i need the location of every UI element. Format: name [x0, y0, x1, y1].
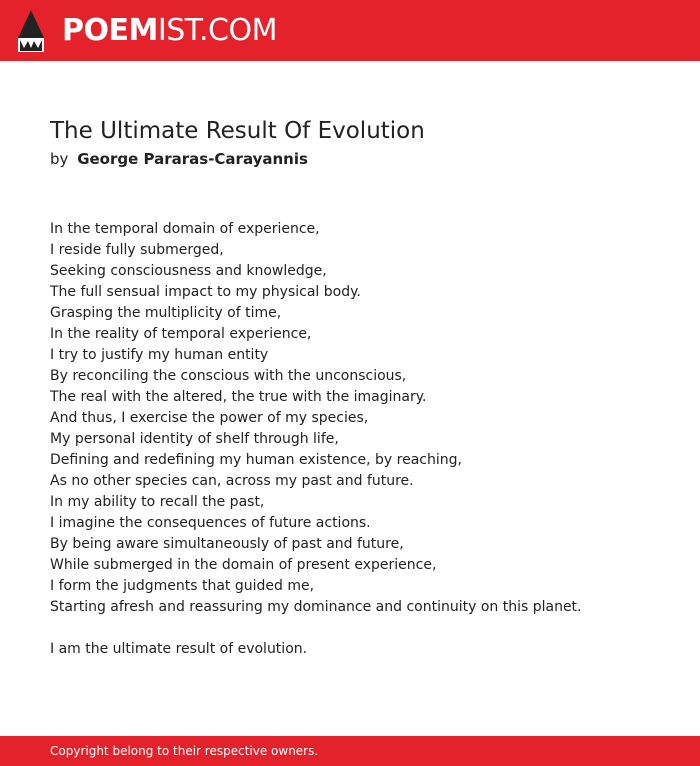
poem-title: The Ultimate Result Of Evolution [50, 118, 425, 144]
by-label: by [50, 150, 69, 168]
poem-closing-line: I am the ultimate result of evolution. [50, 641, 308, 657]
site-header [0, 0, 700, 61]
poem-line: By being aware simultaneously of past and future, [50, 536, 404, 552]
poem-line: As no other species can, across my past and future. [50, 473, 414, 489]
poem-line: The full sensual impact to my physical body. [50, 284, 361, 300]
author-name[interactable]: George Pararas-Carayannis [77, 150, 308, 168]
poem-line: I form the judgments that guided me, [50, 578, 315, 594]
poem-line: I reside fully submerged, [50, 242, 224, 258]
poem-line: Defining and redefining my human existence, by reaching, [50, 452, 462, 468]
poem-line: By reconciling the conscious with the unconscious, [50, 368, 407, 384]
poem-line: Seeking consciousness and knowledge, [50, 263, 327, 279]
poem-line: In the temporal domain of experience, [50, 221, 320, 237]
poem-line: Starting afresh and reassuring my dominance and continuity on this planet. [50, 599, 582, 615]
poem-line: The real with the altered, the true with the imaginary. [50, 389, 427, 405]
poem-line: I try to justify my human entity [50, 347, 269, 363]
byline [50, 148, 308, 170]
copyright-notice: Copyright belong to their respective owners. [50, 744, 319, 758]
poem-body [50, 219, 680, 618]
poem-line: In the reality of temporal experience, [50, 326, 312, 342]
poem-line: My personal identity of shelf through life, [50, 431, 339, 447]
site-logo-link[interactable] [62, 11, 277, 51]
pencil-tip-icon[interactable] [18, 10, 44, 52]
site-footer [0, 736, 700, 766]
brand-name-bold: POEM [62, 13, 158, 48]
poem-line: In my ability to recall the past, [50, 494, 265, 510]
poem-line: I imagine the consequences of future actions. [50, 515, 371, 531]
brand-name-light: IST.COM [157, 13, 277, 48]
poem-line: Grasping the multiplicity of time, [50, 305, 282, 321]
poem-line: While submerged in the domain of present experience, [50, 557, 437, 573]
poem-line: And thus, I exercise the power of my species, [50, 410, 369, 426]
